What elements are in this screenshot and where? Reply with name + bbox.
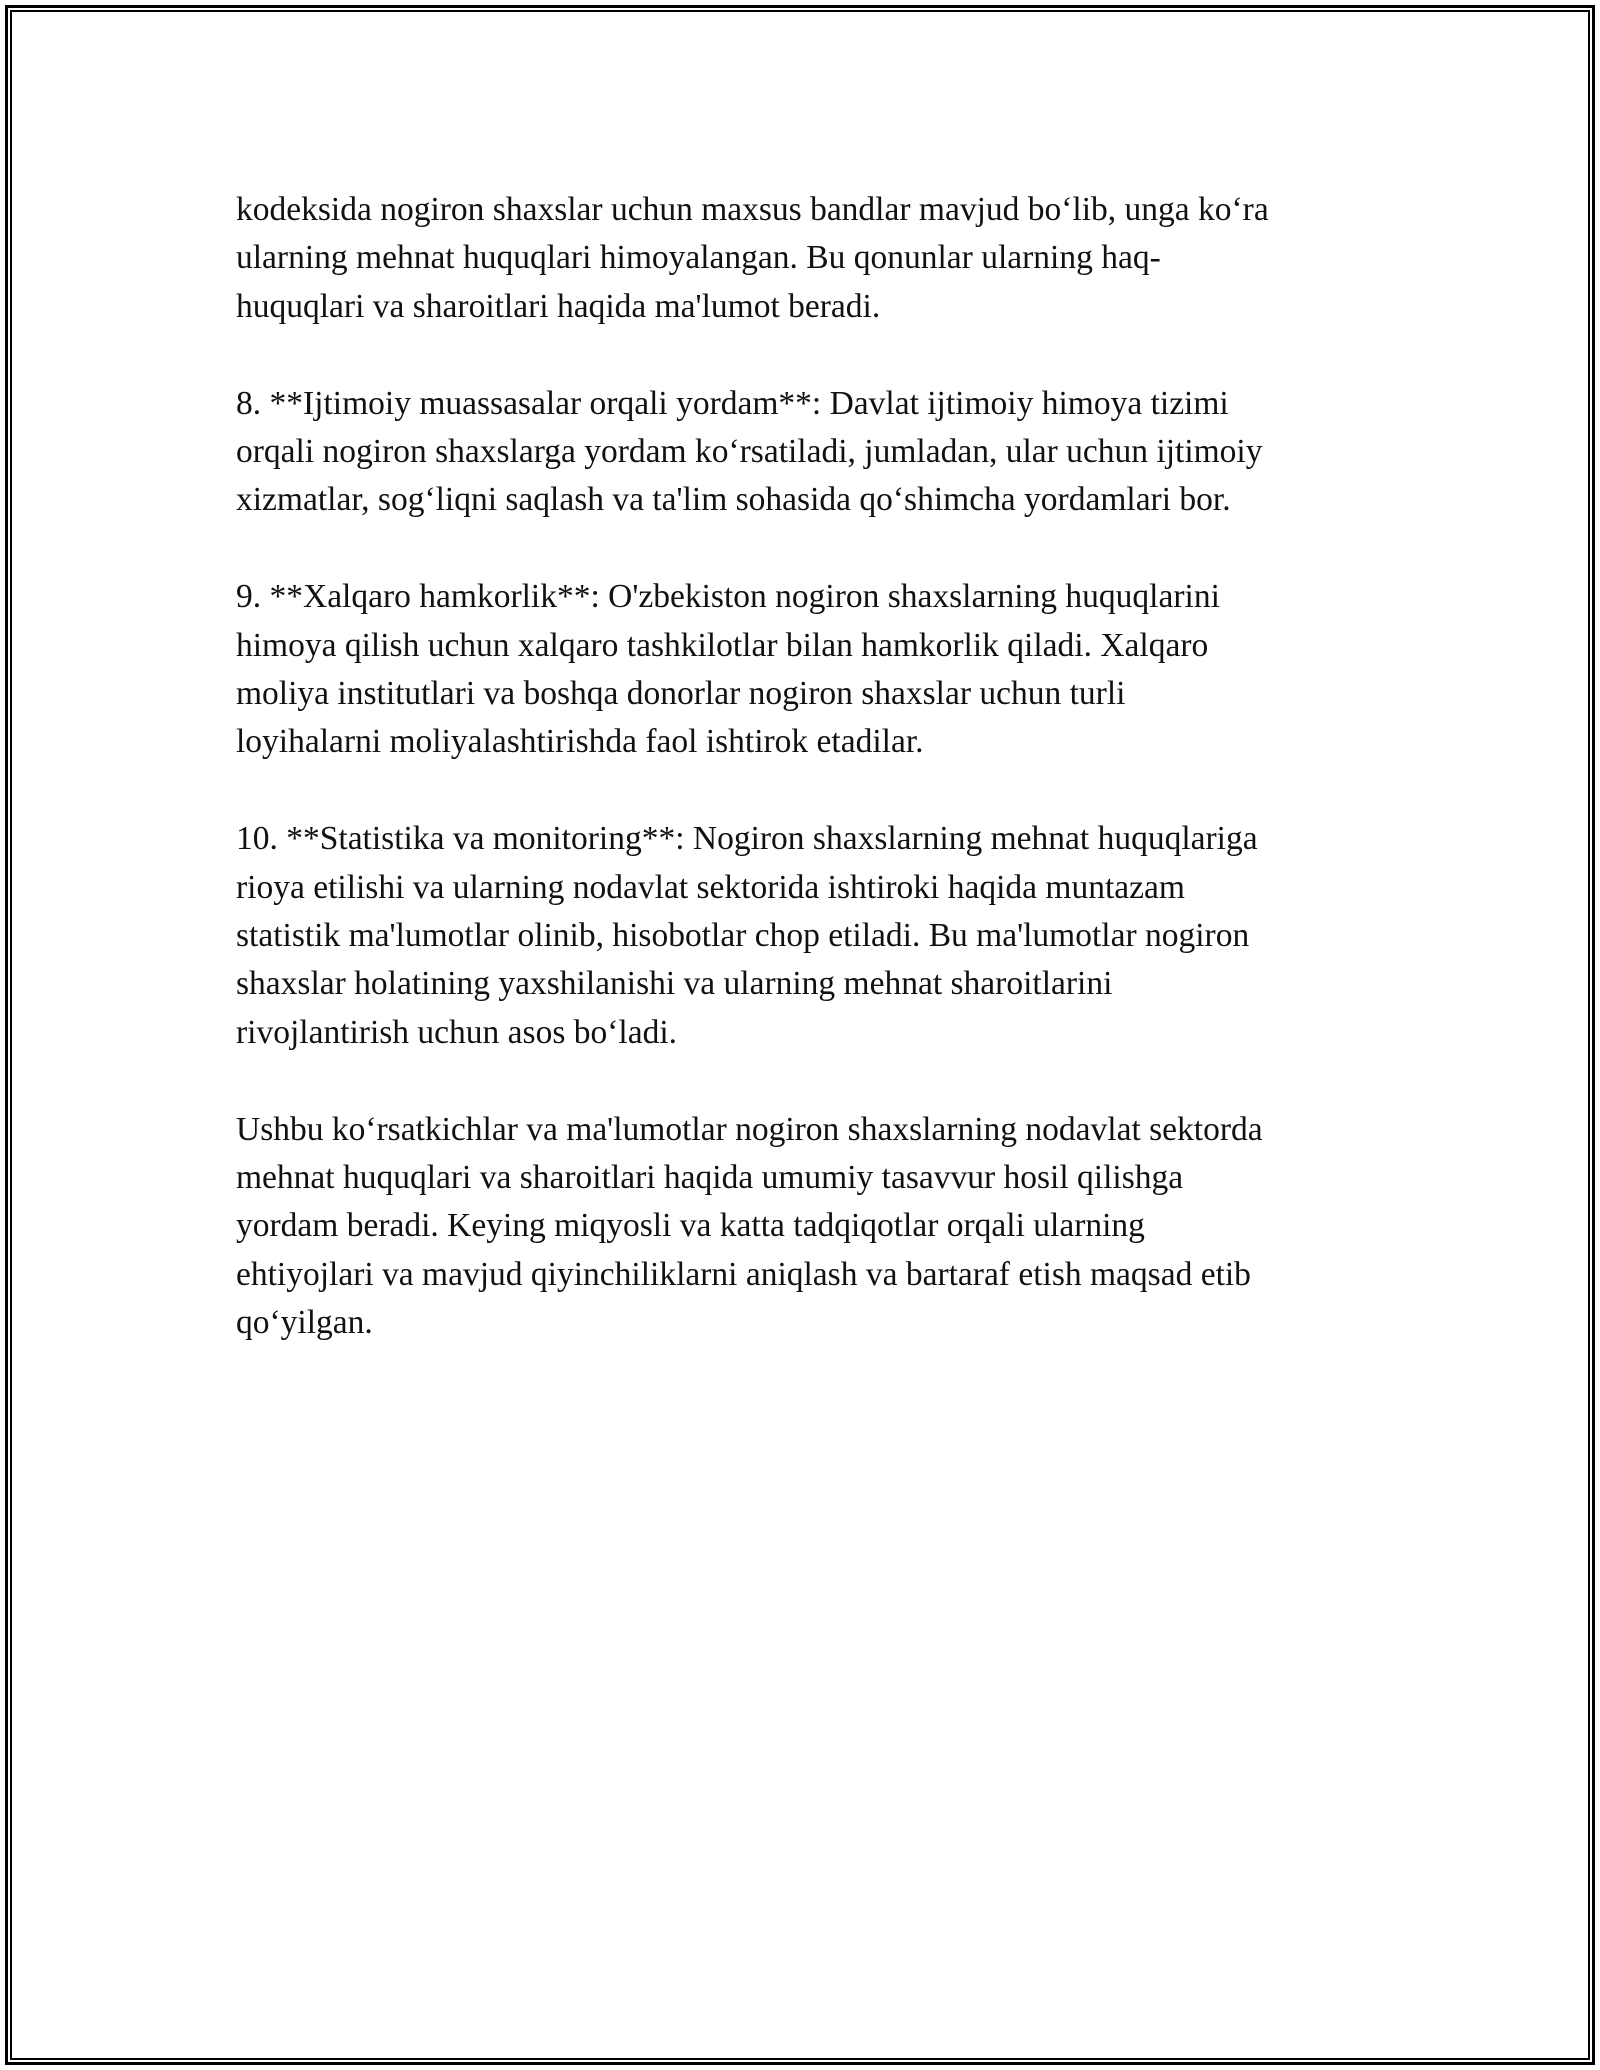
text-line: loyihalarni moliyalashtirishda faol ishtirok etadilar. — [236, 723, 924, 761]
paragraph-item-8 — [236, 380, 1396, 525]
paragraph-item-9 — [236, 573, 1396, 767]
text-line: qo‘yilgan. — [236, 1304, 373, 1342]
paragraph-labor-code — [236, 186, 1396, 331]
text-line: kodeksida nogiron shaxslar uchun maxsus bandlar mavjud bo‘lib, unga ko‘ra — [236, 191, 1269, 228]
text-line: rivojlantirish uchun asos bo‘ladi. — [236, 1013, 678, 1051]
text-line: 8. **Ijtimoiy muassasalar orqali yordam**: Davlat ijtimoiy himoya tizimi — [236, 384, 1229, 422]
text-line: xizmatlar, sog‘liqni saqlash va ta'lim sohasida qo‘shimcha yordamlari bor. — [236, 481, 1231, 519]
text-line: ularning mehnat huquqlari himoyalangan. Bu qonunlar ularning haq- — [236, 239, 1161, 277]
text-line: huquqlari va sharoitlari haqida ma'lumot beradi. — [236, 287, 881, 325]
paragraph-item-10 — [236, 815, 1396, 1057]
text-line: yordam beradi. Keying miqyosli va katta tadqiqotlar orqali ularning — [236, 1207, 1145, 1245]
text-line: orqali nogiron shaxslarga yordam ko‘rsatiladi, jumladan, ular uchun ijtimoiy — [236, 433, 1263, 471]
text-line: ehtiyojlari va mavjud qiyinchiliklarni aniqlash va bartaraf etish maqsad etib — [236, 1255, 1251, 1293]
text-line: statistik ma'lumotlar olinib, hisobotlar chop etiladi. Bu ma'lumotlar nogiron — [236, 917, 1250, 955]
text-line: shaxslar holatining yaxshilanishi va ularning mehnat sharoitlarini — [236, 965, 1113, 1003]
text-line: himoya qilish uchun xalqaro tashkilotlar bilan hamkorlik qiladi. Xalqaro — [236, 626, 1209, 664]
text-line: 10. **Statistika va monitoring**: Nogiron shaxslarning mehnat huquqlariga — [236, 820, 1258, 858]
text-line: moliya institutlari va boshqa donorlar nogiron shaxslar uchun turli — [236, 675, 1126, 713]
text-line: 9. **Xalqaro hamkorlik**: O'zbekiston nogiron shaxslarning huquqlarini — [236, 578, 1220, 616]
text-line: rioya etilishi va ularning nodavlat sektorida ishtiroki haqida muntazam — [236, 868, 1185, 906]
text-line: mehnat huquqlari va sharoitlari haqida umumiy tasavvur hosil qilishga — [236, 1159, 1184, 1197]
text-line: Ushbu ko‘rsatkichlar va ma'lumotlar nogiron shaxslarning nodavlat sektorda — [236, 1110, 1263, 1148]
document-body — [236, 186, 1396, 1396]
paragraph-conclusion — [236, 1106, 1396, 1348]
